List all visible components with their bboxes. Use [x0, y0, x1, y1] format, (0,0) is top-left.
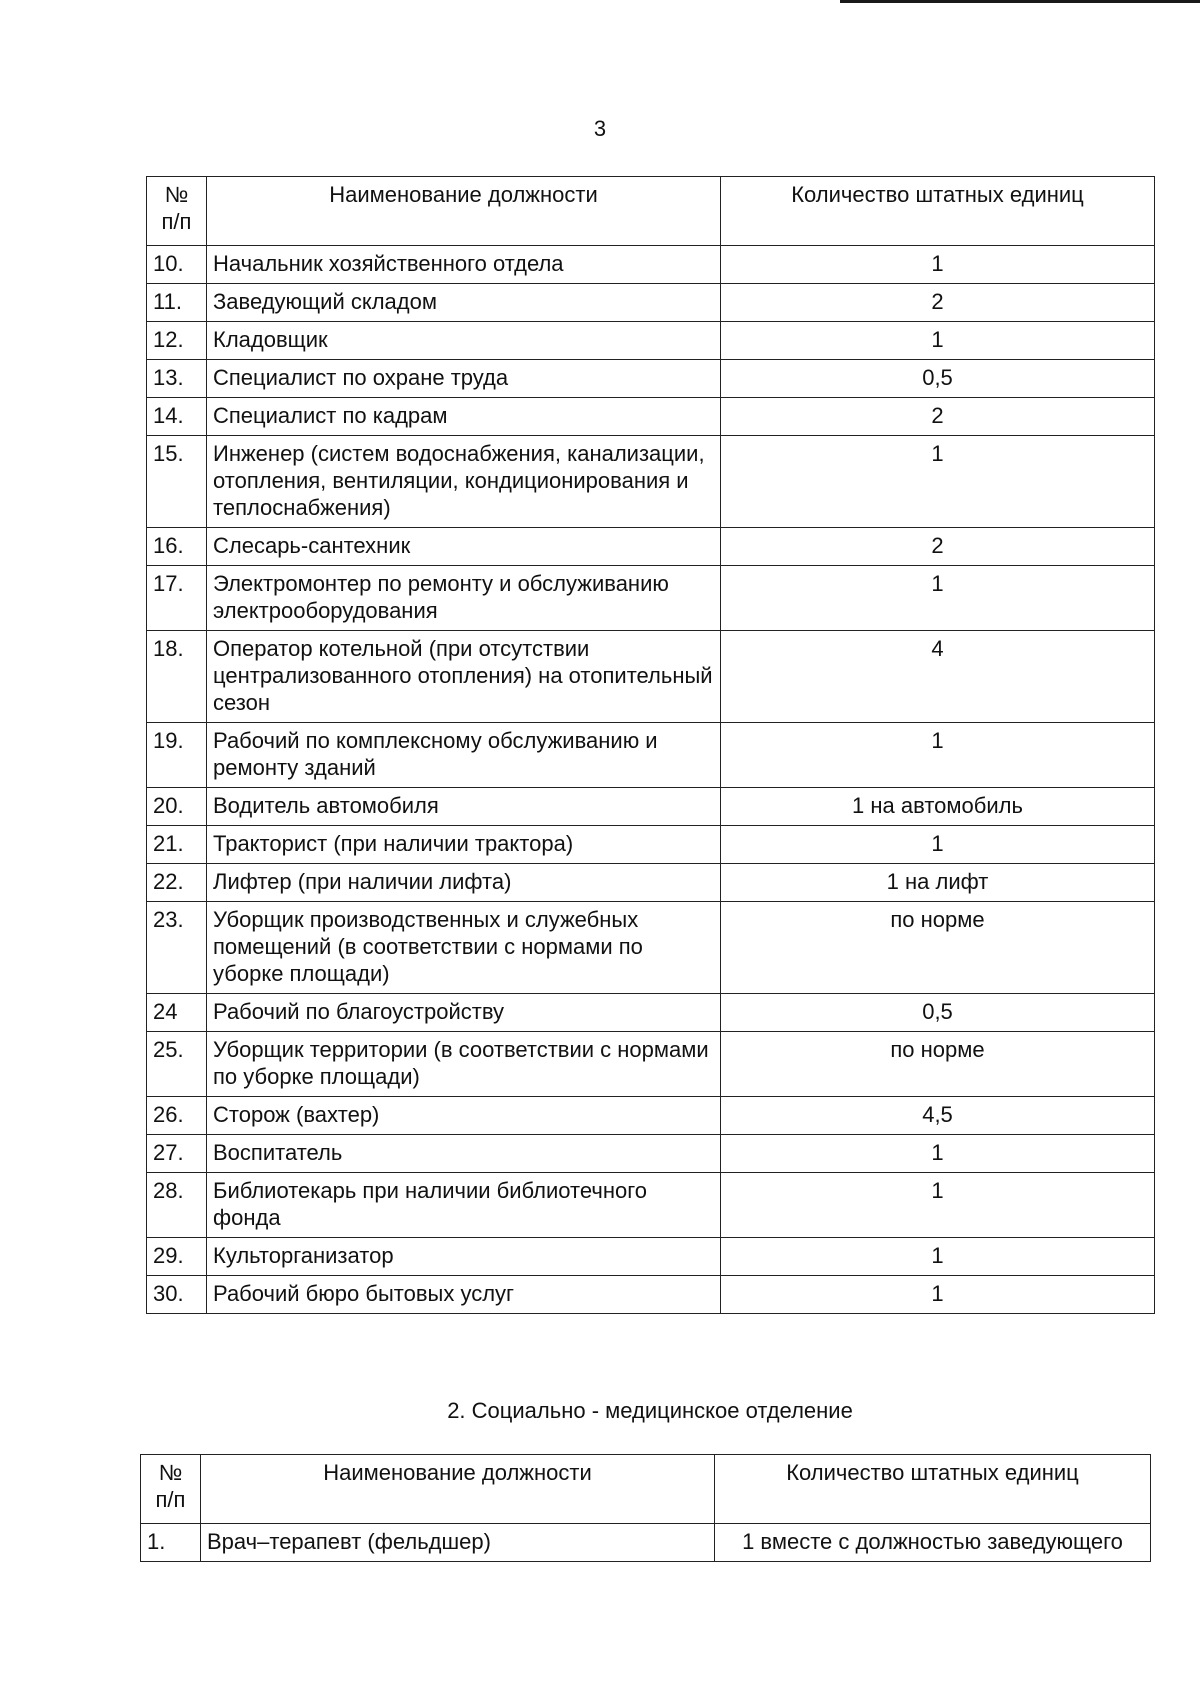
row-name: Воспитатель: [207, 1135, 721, 1173]
table-row: [147, 1276, 1155, 1314]
staff-table-1: [146, 176, 1155, 1314]
header-qty: Количество штатных единиц: [715, 1455, 1151, 1524]
row-num: 21.: [147, 826, 207, 864]
section-title: 2. Социально - медицинское отделение: [447, 1398, 853, 1423]
table-row: [147, 1097, 1155, 1135]
row-name: Библиотекарь при наличии библиотечного фонда: [207, 1173, 721, 1238]
row-num: 29.: [147, 1238, 207, 1276]
table-row: [147, 284, 1155, 322]
row-qty: 1: [721, 322, 1155, 360]
table-row: [147, 723, 1155, 788]
row-qty: по норме: [721, 902, 1155, 994]
table-row: [141, 1524, 1151, 1562]
row-name: Врач–терапевт (фельдшер): [201, 1524, 715, 1562]
row-name: Уборщик территории (в соответствии с нормами по уборке площади): [207, 1032, 721, 1097]
page-number: 3: [593, 116, 607, 141]
row-name: Специалист по кадрам: [207, 398, 721, 436]
row-num: 14.: [147, 398, 207, 436]
row-qty: 0,5: [721, 994, 1155, 1032]
row-name: Культорганизатор: [207, 1238, 721, 1276]
row-num: 12.: [147, 322, 207, 360]
row-num: 30.: [147, 1276, 207, 1314]
row-num: 28.: [147, 1173, 207, 1238]
row-qty: 1 на автомобиль: [721, 788, 1155, 826]
row-qty: 1: [721, 1135, 1155, 1173]
row-qty: 2: [721, 284, 1155, 322]
row-qty: 1: [721, 1173, 1155, 1238]
row-qty: 1: [721, 566, 1155, 631]
row-qty: 2: [721, 528, 1155, 566]
row-name: Начальник хозяйственного отдела: [207, 246, 721, 284]
table-row: [147, 322, 1155, 360]
table-row: [147, 1032, 1155, 1097]
row-name: Рабочий по благоустройству: [207, 994, 721, 1032]
row-num: 11.: [147, 284, 207, 322]
table-row: [147, 1173, 1155, 1238]
row-num: 24: [147, 994, 207, 1032]
row-qty: 4,5: [721, 1097, 1155, 1135]
table-row: [147, 826, 1155, 864]
table-row: [147, 1238, 1155, 1276]
row-num: 16.: [147, 528, 207, 566]
row-qty: 1: [721, 246, 1155, 284]
row-num: 19.: [147, 723, 207, 788]
row-name: Лифтер (при наличии лифта): [207, 864, 721, 902]
header-qty: Количество штатных единиц: [721, 177, 1155, 246]
header-name: Наименование должности: [207, 177, 721, 246]
row-qty: 1 вместе с должностью заведующего: [715, 1524, 1151, 1562]
row-name: Сторож (вахтер): [207, 1097, 721, 1135]
table-row: [147, 1135, 1155, 1173]
table-row: [147, 994, 1155, 1032]
header-num: № п/п: [141, 1455, 201, 1524]
header-name: Наименование должности: [201, 1455, 715, 1524]
table-row: [147, 902, 1155, 994]
row-qty: 1: [721, 436, 1155, 528]
row-name: Рабочий по комплексному обслуживанию и ремонту зданий: [207, 723, 721, 788]
table-header-row: [147, 177, 1155, 246]
row-num: 17.: [147, 566, 207, 631]
row-num: 18.: [147, 631, 207, 723]
scan-edge-line: [840, 0, 1200, 3]
table-row: [147, 631, 1155, 723]
row-num: 15.: [147, 436, 207, 528]
row-name: Электромонтер по ремонту и обслуживанию электрооборудования: [207, 566, 721, 631]
staff-table-2: [140, 1454, 1151, 1562]
row-name: Специалист по охране труда: [207, 360, 721, 398]
header-num: № п/п: [147, 177, 207, 246]
row-name: Рабочий бюро бытовых услуг: [207, 1276, 721, 1314]
row-num: 10.: [147, 246, 207, 284]
row-qty: 1: [721, 1276, 1155, 1314]
row-qty: 2: [721, 398, 1155, 436]
row-name: Уборщик производственных и служебных помещений (в соответствии с нормами по уборке площади): [207, 902, 721, 994]
row-name: Оператор котельной (при отсутствии централизованного отопления) на отопительный сезон: [207, 631, 721, 723]
row-num: 22.: [147, 864, 207, 902]
row-name: Кладовщик: [207, 322, 721, 360]
row-qty: 1: [721, 1238, 1155, 1276]
row-name: Слесарь-сантехник: [207, 528, 721, 566]
table-row: [147, 788, 1155, 826]
row-num: 1.: [141, 1524, 201, 1562]
row-num: 25.: [147, 1032, 207, 1097]
row-qty: по норме: [721, 1032, 1155, 1097]
row-name: Водитель автомобиля: [207, 788, 721, 826]
table-row: [147, 360, 1155, 398]
row-num: 20.: [147, 788, 207, 826]
table-header-row: [141, 1455, 1151, 1524]
row-qty: 1: [721, 826, 1155, 864]
row-num: 26.: [147, 1097, 207, 1135]
table-row: [147, 436, 1155, 528]
row-name: Инженер (систем водоснабжения, канализации, отопления, вентиляции, кондиционирования и теплоснабжения): [207, 436, 721, 528]
row-name: Тракторист (при наличии трактора): [207, 826, 721, 864]
table-row: [147, 246, 1155, 284]
table-row: [147, 864, 1155, 902]
row-name: Заведующий складом: [207, 284, 721, 322]
table-row: [147, 528, 1155, 566]
row-num: 27.: [147, 1135, 207, 1173]
table-row: [147, 566, 1155, 631]
row-qty: 1: [721, 723, 1155, 788]
row-qty: 0,5: [721, 360, 1155, 398]
row-qty: 4: [721, 631, 1155, 723]
table-row: [147, 398, 1155, 436]
row-qty: 1 на лифт: [721, 864, 1155, 902]
row-num: 13.: [147, 360, 207, 398]
row-num: 23.: [147, 902, 207, 994]
